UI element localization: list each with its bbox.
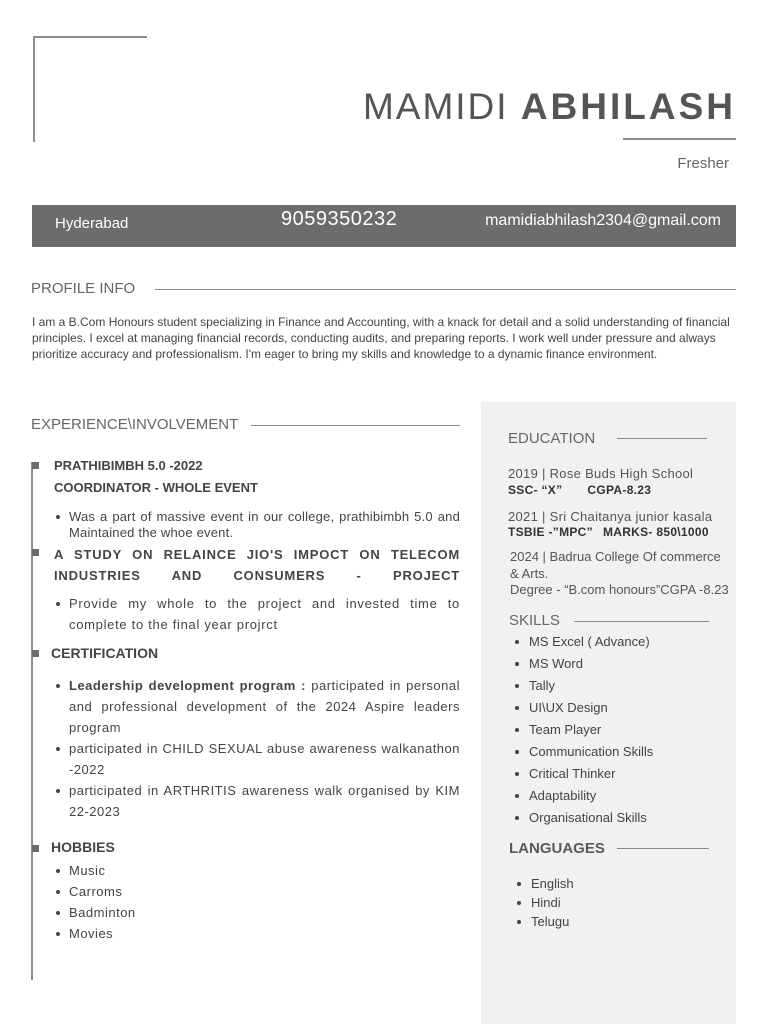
contact-phone: 9059350232 (281, 208, 398, 230)
list-item: Organisational Skills (510, 807, 653, 829)
list-item: Critical Thinker (510, 763, 653, 785)
college-grade: MARKS- 850\1000 (602, 525, 709, 539)
certification-title: CERTIFICATION (51, 645, 159, 661)
languages-section-rule (617, 848, 709, 849)
skills-section-rule (574, 621, 709, 622)
list-item: Badminton (54, 902, 460, 923)
list-item: Communication Skills (510, 741, 653, 763)
profile-section-title: PROFILE INFO (31, 280, 136, 297)
education-degree: Degree - “B.com honours”CGPA -8.23 (510, 582, 729, 597)
education-college-result (508, 525, 709, 539)
skills-list (510, 631, 653, 829)
list-item: Was a part of massive event in our college, prathibimbh 5.0 and Maintained the whoe event. (54, 509, 460, 541)
languages-section-title: LANGUAGES (509, 840, 605, 857)
experience-section-title: EXPERIENCE\INVOLVEMENT (31, 416, 239, 433)
project-title: A STUDY ON RELAINCE JIO'S IMPOCT ON TELECOM INDUSTRIES AND CONSUMERS - PROJECT (54, 547, 460, 583)
college-board: TSBIE -”MPC” (508, 525, 593, 539)
list-item: Team Player (510, 719, 653, 741)
education-school-result (508, 483, 651, 497)
skills-section-title: SKILLS (509, 612, 560, 629)
corner-frame-left (33, 36, 35, 142)
list-item: Tally (510, 675, 653, 697)
list-item: Adaptability (510, 785, 653, 807)
role-title: Fresher (677, 155, 729, 172)
name-underline (623, 138, 736, 140)
last-name: ABHILASH (520, 86, 736, 127)
list-item: MS Word (510, 653, 653, 675)
school-board: SSC- “X” (508, 483, 563, 497)
certification-list (54, 675, 460, 822)
timeline-marker (32, 462, 39, 469)
list-item: Movies (54, 923, 460, 944)
experience-section-rule (251, 425, 460, 426)
timeline-marker (32, 650, 39, 657)
list-item: MS Excel ( Advance) (510, 631, 653, 653)
timeline-marker (32, 549, 39, 556)
education-degree-college-cont: & Arts. (510, 566, 549, 581)
candidate-name (363, 86, 736, 128)
timeline-marker (32, 845, 39, 852)
timeline-line (31, 462, 33, 980)
education-college: 2021 | Sri Chaitanya junior kasala (508, 509, 713, 524)
education-degree-college: 2024 | Badrua College Of commerce (510, 549, 721, 564)
education-section-title: EDUCATION (508, 430, 596, 447)
corner-frame-top (33, 36, 147, 38)
education-section-rule (617, 438, 707, 439)
first-name: MAMIDI (362, 86, 509, 127)
contact-bar (32, 205, 736, 247)
list-item: participated in ARTHRITIS awareness walk organised by KIM 22-2023 (54, 780, 460, 822)
contact-email: mamidiabhilash2304@gmail.com (485, 212, 721, 229)
list-item: UI\UX Design (510, 697, 653, 719)
contact-city: Hyderabad (55, 215, 129, 232)
hobbies-title: HOBBIES (51, 839, 115, 855)
list-item (54, 675, 460, 738)
certification-item-text: participated in personal and professional development of the 2024 Aspire leaders program (69, 678, 460, 735)
event-bullet-list (54, 509, 460, 541)
list-item: Music (54, 860, 460, 881)
school-grade: CGPA-8.23 (587, 483, 652, 497)
list-item: English (512, 874, 574, 893)
list-item: Hindi (512, 893, 574, 912)
project-bullet-list (54, 593, 460, 635)
education-school: 2019 | Rose Buds High School (508, 466, 694, 481)
event-title: PRATHIBIMBH 5.0 -2022 (54, 458, 203, 473)
hobbies-list (54, 860, 460, 944)
certification-item-label: Leadership development program : (69, 678, 306, 693)
profile-section-rule (155, 289, 736, 290)
list-item: Carroms (54, 881, 460, 902)
profile-paragraph: I am a B.Com Honours student specializing in Finance and Accounting, with a knack for detail and a solid understanding of financial principles. I excel at managing financial records, conducting audits, and preparing reports. I work well under pressure and always prioritize accuracy and professionalism. I'm eager to bring my skills and knowledge to a dynamic finance environment. (32, 315, 730, 361)
list-item: participated in CHILD SEXUAL abuse awareness walkanathon -2022 (54, 738, 460, 780)
languages-list (512, 874, 574, 931)
list-item: Telugu (512, 912, 574, 931)
event-role: COORDINATOR - WHOLE EVENT (54, 480, 258, 495)
list-item: Provide my whole to the project and invested time to complete to the final year projrct (54, 593, 460, 635)
